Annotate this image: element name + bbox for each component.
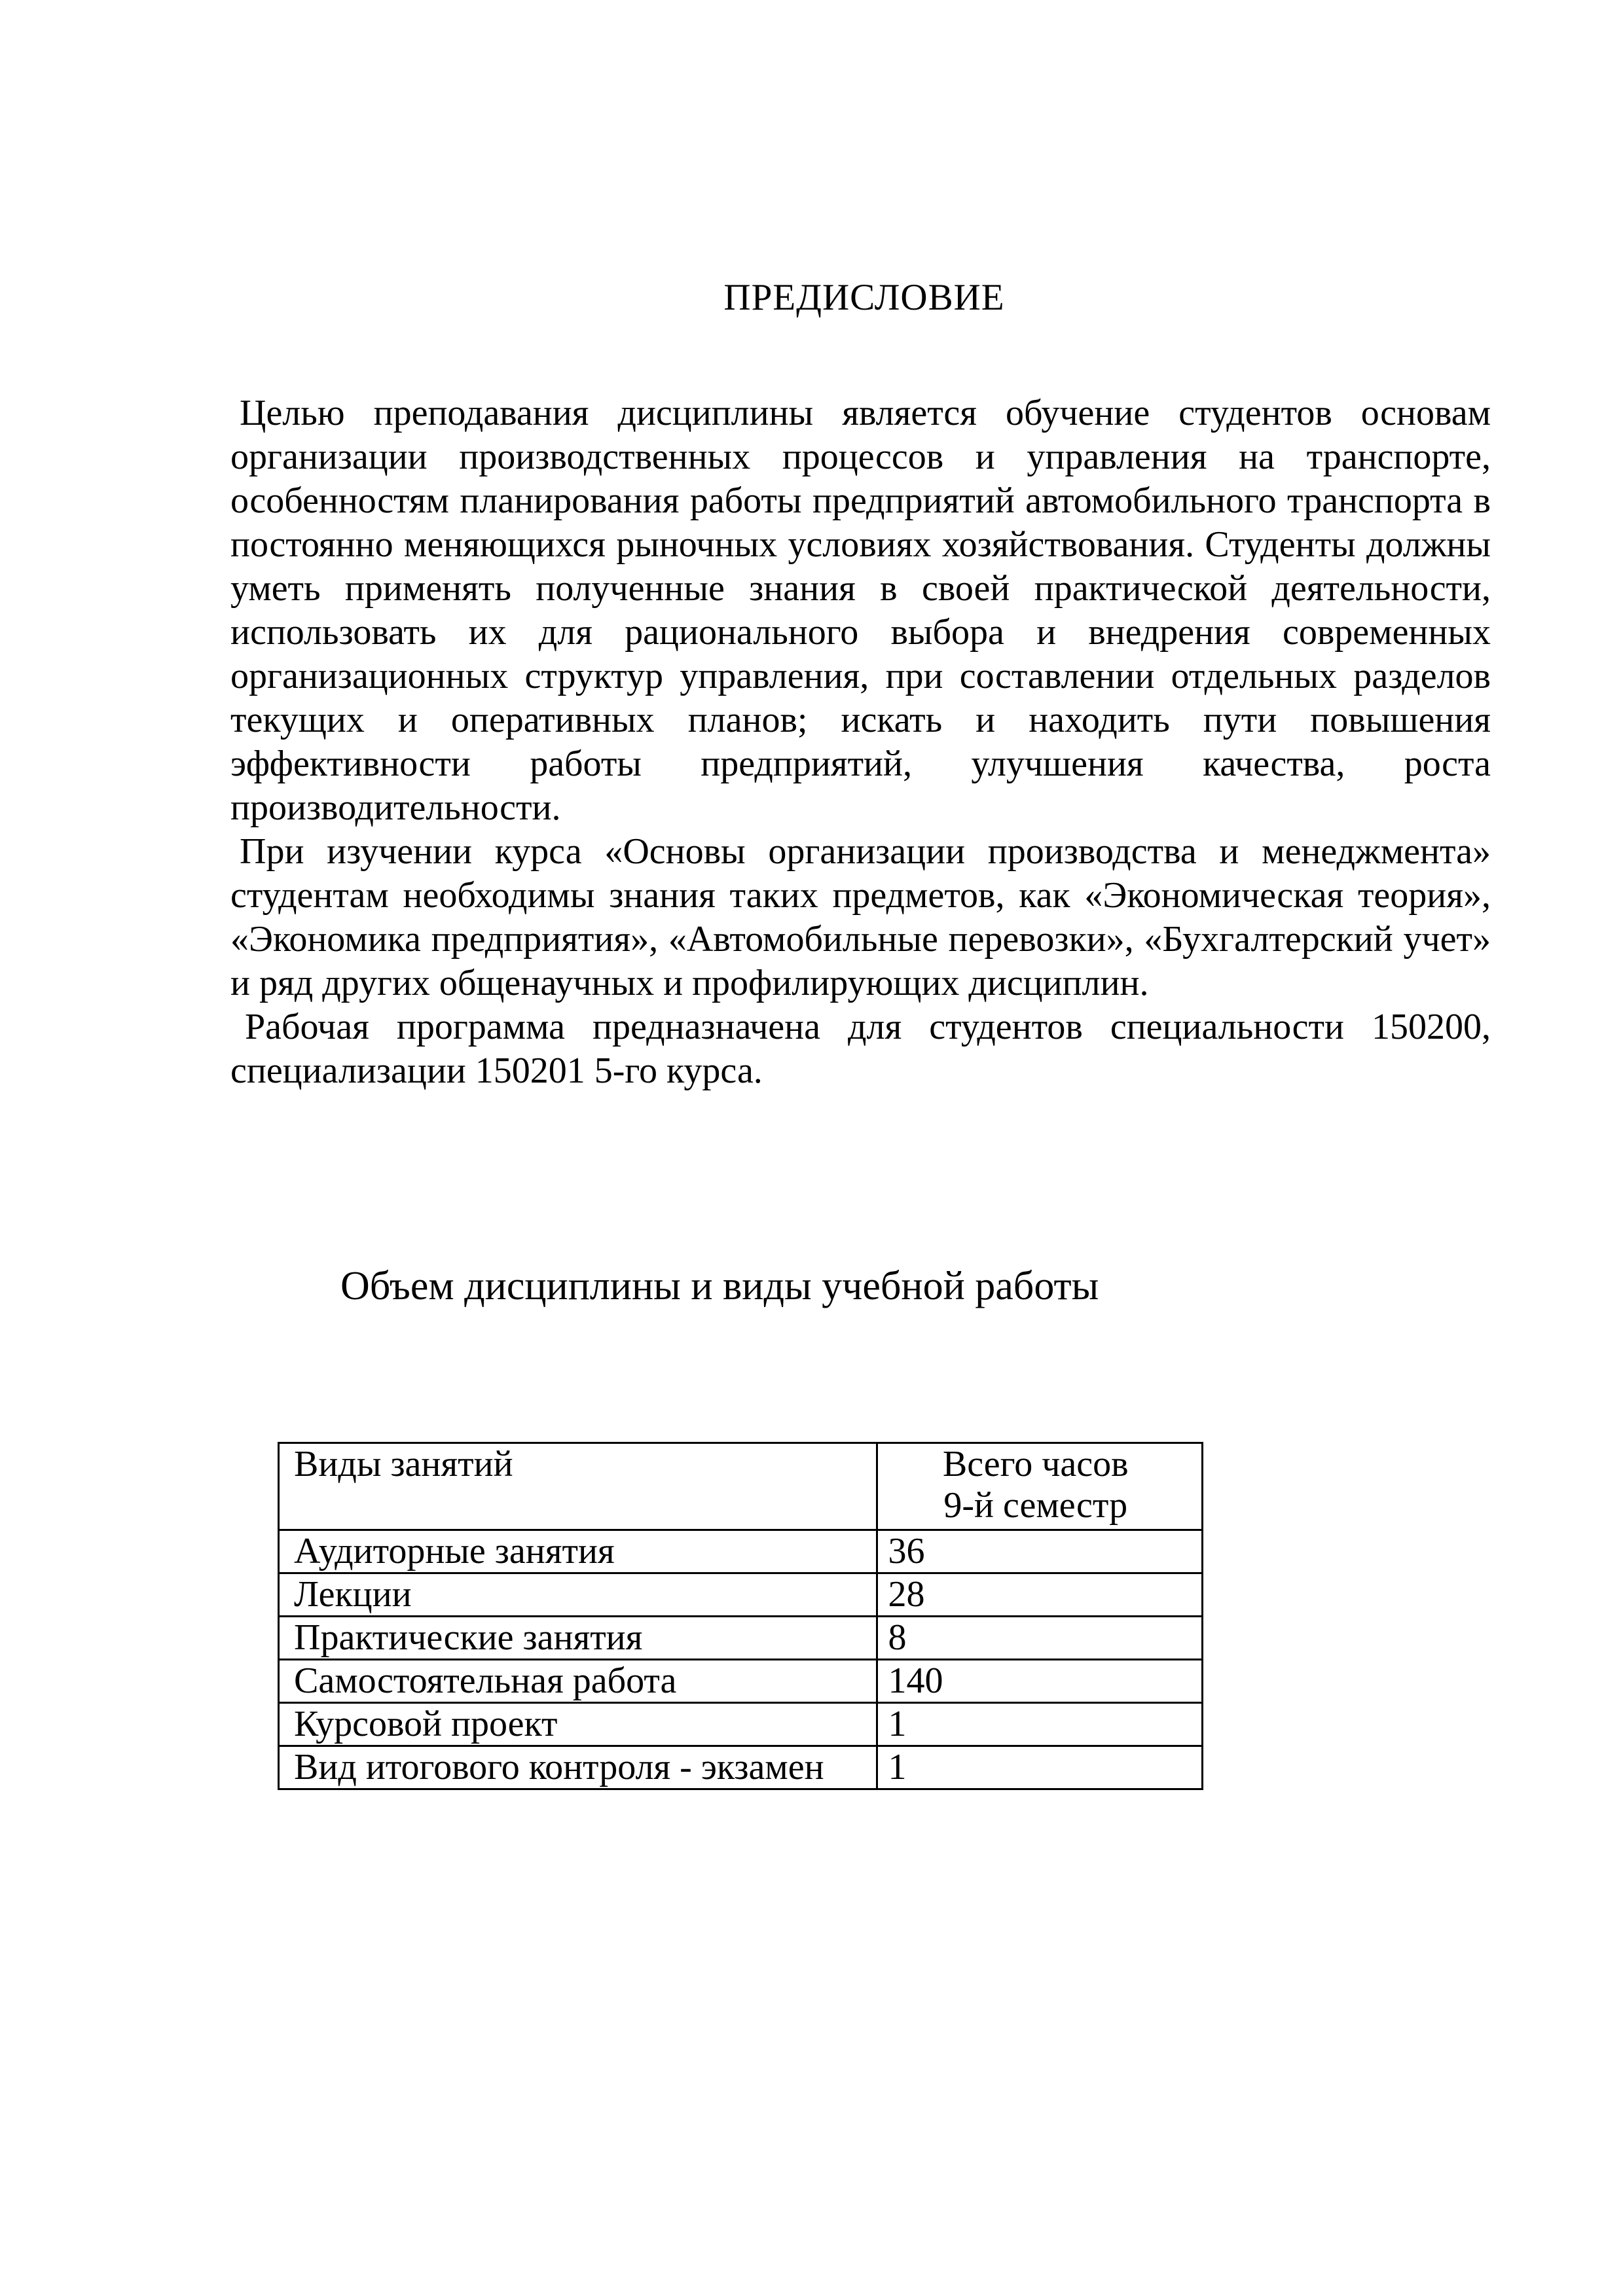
paragraph-prerequisites: При изучении курса «Основы организации производства и менеджмента» студентам необходимы знания таких предметов, как «Экономическая теория», «Экономика предприятия», «Автомобильные перевозки», «Бухгалтерский учет» и ряд других общенаучных и профилирующих дисциплин. (230, 831, 1491, 1003)
row-kind-cell: Курсовой проект (279, 1703, 877, 1746)
page-title: ПРЕДИСЛОВИЕ (723, 277, 1005, 318)
paragraph-goal: Целью преподавания дисциплины является обучение студентов основам организации производственных процессов и управления на транспорте, особенностям планирования работы предприятий автомобильного транспорта в постоянно меняющихся рыночных условиях хозяйствования. Студенты должны уметь применять полученные знания в своей практической деятельности, использовать их для рационального выбора и внедрения современных организационных структур управления, при составлении отдельных разделов текущих и оперативных планов; искать и находить пути повышения эффективности работы предприятий, улучшения качества, роста производительности. (230, 393, 1491, 828)
row-kind-cell: Практические занятия (279, 1617, 877, 1660)
preface-text (230, 391, 1491, 1093)
header-hours-total: Всего часов (942, 1444, 1129, 1484)
row-kind-cell: Вид итогового контроля - экзамен (279, 1746, 877, 1789)
row-hours-cell: 28 (877, 1573, 1203, 1617)
row-kind-cell: Лекции (279, 1573, 877, 1617)
row-hours-cell: 1 (877, 1746, 1203, 1789)
table-row (279, 1746, 1203, 1789)
table-row (279, 1703, 1203, 1746)
row-hours-cell: 1 (877, 1703, 1203, 1746)
header-hours-semester: 9-й семестр (943, 1485, 1128, 1526)
table-row (279, 1660, 1203, 1703)
table-title: Объем дисциплины и виды учебной работы (340, 1264, 1099, 1308)
table-row (279, 1573, 1203, 1617)
table-header-row (279, 1443, 1203, 1530)
row-kind-cell: Самостоятельная работа (279, 1660, 877, 1703)
row-hours-cell: 36 (877, 1530, 1203, 1573)
table-row (279, 1530, 1203, 1573)
workload-table (278, 1442, 1203, 1790)
table-row (279, 1617, 1203, 1660)
paragraph-program-audience: Рабочая программа предназначена для студентов специальности 150200, специализации 150201 5-го курса. (230, 1007, 1491, 1091)
row-hours-cell: 140 (877, 1660, 1203, 1703)
header-hours-cell (877, 1443, 1203, 1530)
row-hours-cell: 8 (877, 1617, 1203, 1660)
row-kind-cell: Аудиторные занятия (279, 1530, 877, 1573)
header-kind-cell: Виды занятий (279, 1443, 877, 1530)
